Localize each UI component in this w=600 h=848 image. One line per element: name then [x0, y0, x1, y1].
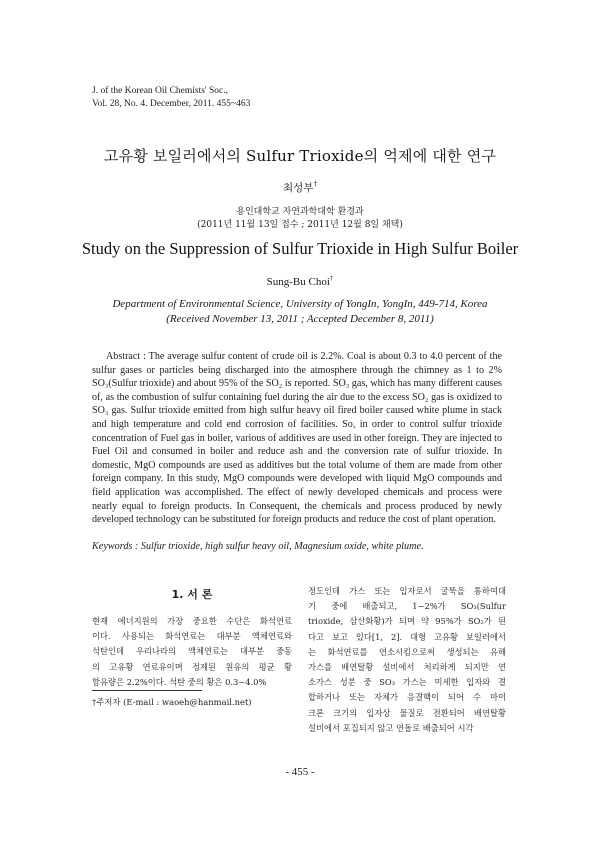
text-line: 다고 보고 있다[1, 2]. 대형 고유황 보일러에서: [308, 631, 506, 642]
right-column: [308, 584, 506, 736]
journal-name: J. of the Korean Oil Chemists' Soc.,: [92, 86, 229, 96]
keywords: Keywords : Sulfur trioxide, high sulfur heavy oil, Magnesium oxide, white plume.: [92, 541, 424, 552]
korean-affiliation: 용인대학교 자연과학대학 환경과: [236, 207, 364, 217]
korean-title: 고유황 보일러에서의 Sulfur Trioxide의 억제에 대한 연구: [103, 147, 497, 165]
text-line: 가스를 배연탈황 설비에서 처리하게 되지만 연: [308, 662, 506, 673]
english-title: Study on the Suppression of Sulfur Trioxide in High Sulfur Boiler: [81, 239, 519, 258]
footnote: †주저자 (E-mail : waoeh@hanmail.net): [92, 697, 252, 707]
text-line: 의 고유황 연료유이며 정제된 원유의 평균 황: [92, 661, 292, 672]
author-mark: †: [313, 180, 317, 188]
text-line: 함유량은 2.2%이다. 석탄 중의 황은 0.3~4.0%: [92, 676, 267, 687]
journal-volume: Vol. 28, No. 4. December, 2011. 455~463: [92, 99, 251, 109]
english-dates: (Received November 13, 2011 ; Accepted December 8, 2011): [166, 313, 434, 325]
text-line: 합하거나 또는 자체가 응결핵이 되어 수 마이: [308, 692, 506, 703]
abstract: [92, 350, 502, 527]
text-line: 기 중에 배출되고, 1~2%가 SO₃(Sulfur: [308, 601, 506, 612]
english-author-name: Sung-Bu Choi: [266, 276, 330, 288]
text-line: trioxide, 삼산화황)가 되며 약 95%가 SO₂가 된: [308, 616, 506, 627]
text-line: 석탄인데 우리나라의 액체연료는 대부분 중동: [92, 646, 292, 657]
text-line: 정도인데 가스 또는 입자로서 굴뚝을 통하여대: [308, 586, 506, 596]
left-column-text: [92, 614, 292, 690]
footnote-divider: [92, 690, 202, 691]
english-affiliation: Department of Environmental Science, University of YongIn, YongIn, 449-714, Korea: [112, 298, 488, 310]
journal-header: [92, 85, 250, 111]
text-line: 크론 크기의 입자상 물질로 전환되어 배연탈황: [308, 707, 506, 718]
author-mark-en: †: [329, 274, 334, 282]
text-line: 이다. 사용되는 화석연료는 대부분 액체연료와: [92, 631, 292, 642]
korean-author-name: 최성부: [283, 182, 314, 194]
text-line: 는 화석연료를 연소시킴으로써 생성되는 유해: [308, 646, 506, 657]
text-line: 설비에서 포집되지 않고 연돌로 배출되어 시각: [308, 722, 474, 733]
korean-author: [0, 180, 600, 195]
english-author: [0, 274, 600, 288]
text-line: 소가스 성분 중 SO₃ 가스는 미세한 입자와 결: [308, 677, 506, 688]
text-line: 현재 에너지원의 가장 중요한 수단은 화석연료: [92, 616, 292, 626]
page-number: - 455 -: [285, 766, 315, 778]
abstract-label: Abstract :: [106, 351, 146, 362]
abstract-text: The average sulfur content of crude oil is 2.2%. Coal is about 0.3 to 4.0 percent of the sulfur gases or particles being discharged into the atmosphere through the chimney as 1 to 2% SO₃(Sulfur trioxide) and about 95% of the SO₂ is reported. SO₃ gas, which has many different causes of, as the combustion of sulfur containing fuel during the air due to the excess SO₂ gas is oxidized to SO₃ gas. Sulfur trioxide emitted from high sulfur heavy oil fired boiler caused white plume in stack and high temperature and cold end corrosion of facilities. So, in order to control sulfur trioxide concentration of Fuel gas in boiler, various of additives are used in other foreign. They are injected to Fuel Oil and consumed in boiler and reduce ash and the conversion rate of sulfur trioxide. In domestic, MgO compounds are used as additives but the total volume of them are made from other foreign company. In this study, MgO compounds were developed with liquid MgO compounds and field application was accomplished. The effect of newly developed chemicals and process were nearly equal to foreign products. In Consequent, the chemicals and process produced by newly developed technology can be substituted for foreign products and reduce the cost of plant operation.: [92, 351, 503, 526]
korean-affiliation-block: [0, 206, 600, 232]
section-heading: 1. 서 론: [171, 588, 213, 601]
right-column-text: [308, 584, 506, 736]
english-affiliation-block: [0, 297, 600, 327]
left-column: [92, 580, 292, 690]
korean-dates: (2011년 11월 13일 접수 ; 2011년 12월 8일 채택): [197, 220, 403, 230]
